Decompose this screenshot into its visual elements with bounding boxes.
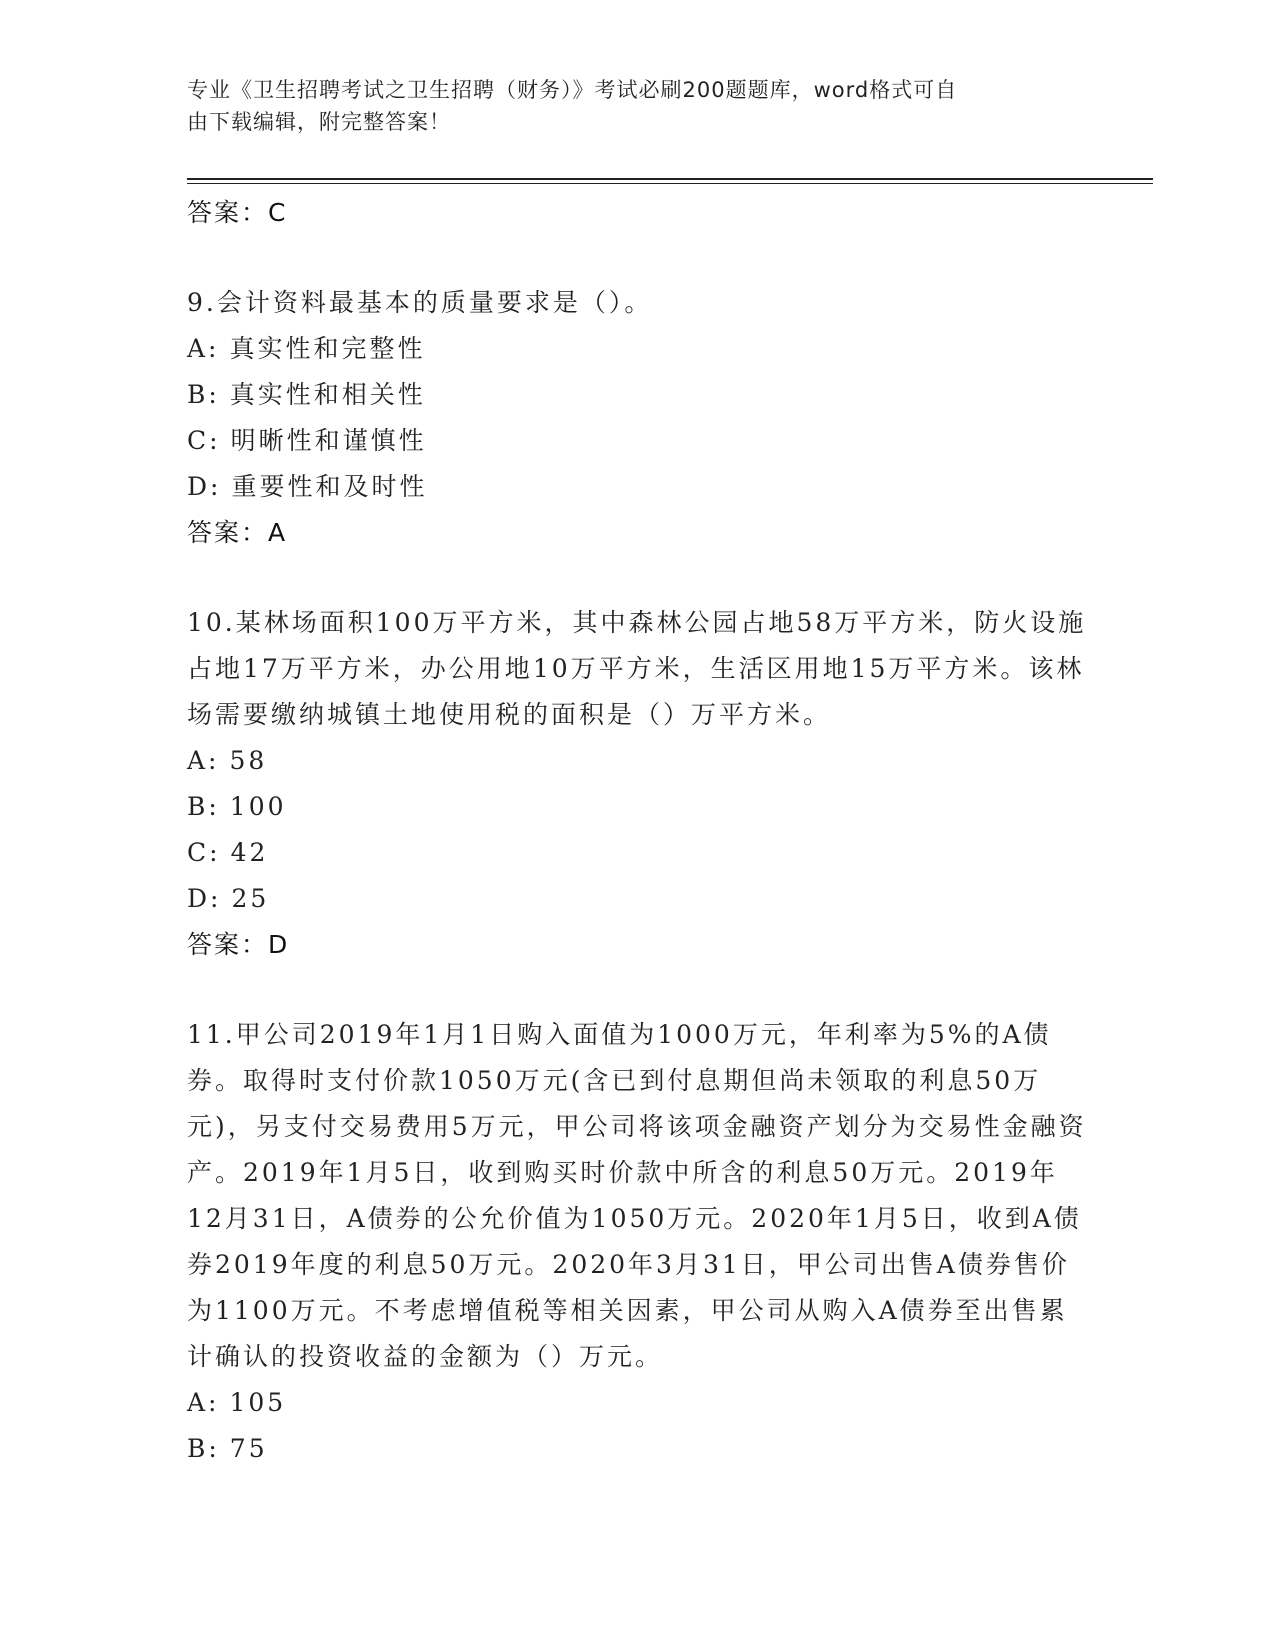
question-stem: 10.某林场面积100万平方米，其中森林公园占地58万平方米，防火设施占地17万平方米，办公用地10万平方米，生活区用地15万平方米。该林场需要缴纳城镇土地使用税的面积是（）万平方米。 [187,608,1087,729]
option-letter: A: [187,1388,220,1417]
option-letter: B: [187,1434,220,1463]
question-block [187,280,1087,556]
document-header [187,74,1067,138]
header-divider-thick [187,178,1153,180]
option-text: 真实性和相关性 [229,380,426,409]
option-letter: B: [187,792,220,821]
option-letter: B: [187,380,220,409]
option-d [187,464,1087,510]
option-a [187,326,1087,372]
header-line-1: 专业《卫生招聘考试之卫生招聘（财务）》考试必刷200题题库，word格式可自 [187,78,958,102]
option-text: 42 [230,838,269,867]
header-line-2: 由下载编辑，附完整答案！ [187,110,451,134]
option-a [187,1380,1087,1426]
option-b [187,372,1087,418]
option-text: 58 [229,746,268,775]
question-block [187,1012,1087,1472]
option-letter: D: [187,884,222,913]
option-text: 105 [229,1388,287,1417]
option-text: 25 [231,884,270,913]
option-letter: D: [187,472,222,501]
option-letter: A: [187,746,220,775]
option-text: 75 [229,1434,268,1463]
header-divider-thin [187,183,1153,184]
option-b [187,1426,1087,1472]
option-text: 真实性和完整性 [229,334,426,363]
option-text: 明晰性和谨慎性 [230,426,427,455]
question-list [187,190,1087,1472]
option-d [187,876,1087,922]
answer-line: 答案：C [187,198,288,227]
option-letter: C: [187,838,221,867]
question-stem: 9.会计资料最基本的质量要求是（）。 [187,288,653,317]
option-letter: C: [187,426,221,455]
answer-line: 答案：A [187,518,288,547]
question-block [187,600,1087,968]
option-c [187,830,1087,876]
option-c [187,418,1087,464]
option-b [187,784,1087,830]
option-text: 100 [229,792,287,821]
option-text: 重要性和及时性 [231,472,428,501]
option-a [187,738,1087,784]
option-letter: A: [187,334,220,363]
answer-line: 答案：D [187,930,290,959]
question-stem: 11.甲公司2019年1月1日购入面值为1000万元，年利率为5%的A债券。取得时支付价款1050万元(含已到付息期但尚未领取的利息50万元)，另支付交易费用5万元，甲公司将该项金融资产划分为交易性金融资产。2019年1月5日，收到购买时价款中所含的利息50万元。2019年12月31日，A债券的公允价值为1050万元。2020年1月5日，收到A债券2019年度的利息50万元。2020年3月31日，甲公司出售A债券售价为1100万元。不考虑增值税等相关因素，甲公司从购入A债券至出售累计确认的投资收益的金额为（）万元。 [187,1020,1087,1371]
